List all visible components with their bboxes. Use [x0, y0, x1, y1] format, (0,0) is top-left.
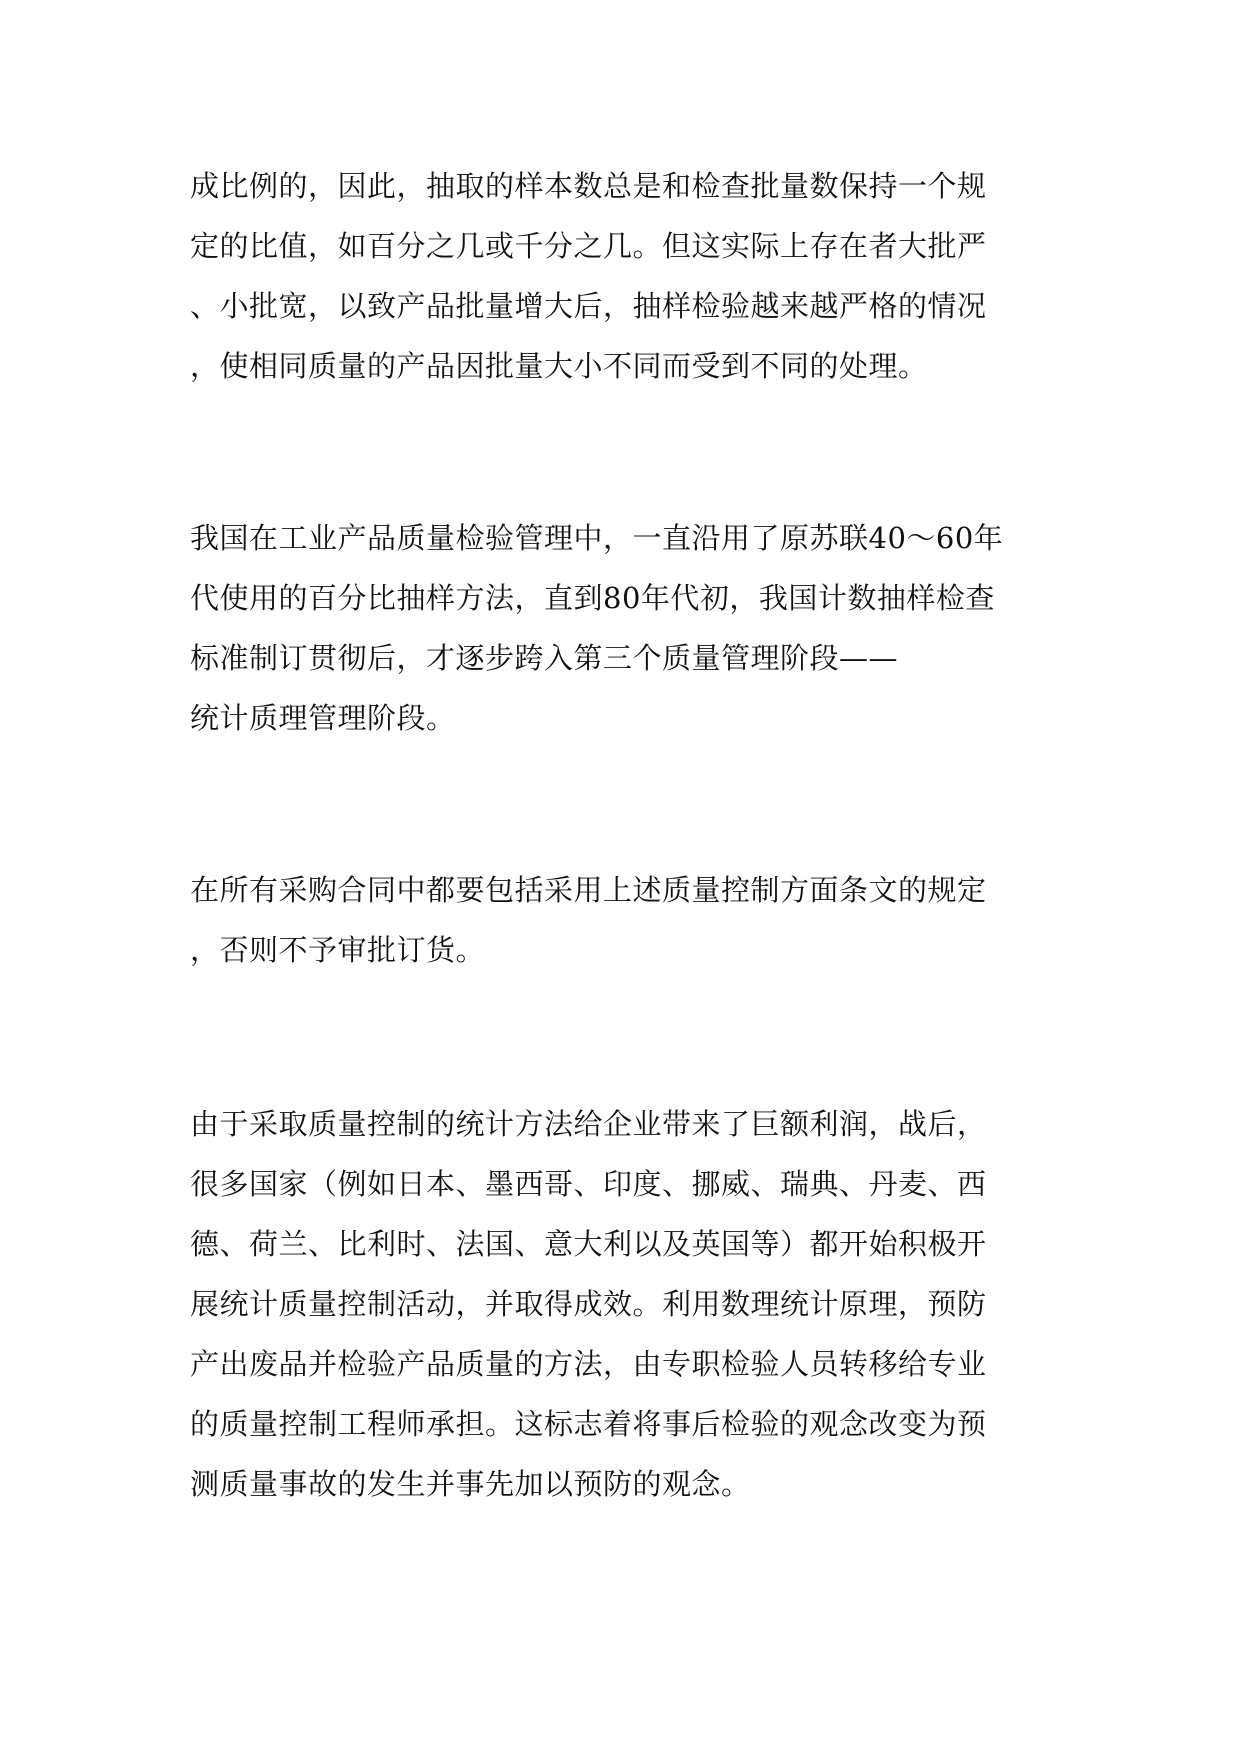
- text-line: 成比例的，因此，抽取的样本数总是和检查批量数保持一个规: [190, 169, 987, 203]
- paragraph-china-history: [190, 508, 1060, 748]
- text-line: ，否则不予审批订货。: [190, 933, 486, 967]
- text-line: 测质量事故的发生并事先加以预防的观念。: [190, 1467, 751, 1501]
- text-line: ，使相同质量的产品因批量大小不同而受到不同的处理。: [190, 349, 928, 383]
- text-line: 标准制订贯彻后，才逐步跨入第三个质量管理阶段——: [190, 641, 899, 675]
- paragraph-sampling-ratio: [190, 156, 1060, 396]
- text-line: 代使用的百分比抽样方法，直到80年代初，我国计数抽样检查: [190, 581, 995, 615]
- text-line: 定的比值，如百分之几或千分之几。但这实际上存在者大批严: [190, 229, 987, 263]
- text-line: 统计质理管理阶段。: [190, 701, 456, 735]
- text-line: 展统计质量控制活动，并取得成效。利用数理统计原理，预防: [190, 1287, 987, 1321]
- text-line: 由于采取质量控制的统计方法给企业带来了巨额利润，战后，: [190, 1107, 987, 1141]
- text-line: 很多国家（例如日本、墨西哥、印度、挪威、瑞典、丹麦、西: [190, 1167, 987, 1201]
- text-line: 德、荷兰、比利时、法国、意大利以及英国等）都开始积极开: [190, 1227, 987, 1261]
- paragraph-procurement-contracts: [190, 860, 1060, 980]
- text-line: 在所有采购合同中都要包括采用上述质量控制方面条文的规定: [190, 873, 987, 907]
- text-line: 产出废品并检验产品质量的方法，由专职检验人员转移给专业: [190, 1347, 987, 1381]
- paragraph-postwar-adoption: [190, 1094, 1060, 1514]
- text-line: 、小批宽，以致产品批量增大后，抽样检验越来越严格的情况: [190, 289, 987, 323]
- text-line: 的质量控制工程师承担。这标志着将事后检验的观念改变为预: [190, 1407, 987, 1441]
- text-line: 我国在工业产品质量检验管理中，一直沿用了原苏联40～60年: [190, 521, 1004, 555]
